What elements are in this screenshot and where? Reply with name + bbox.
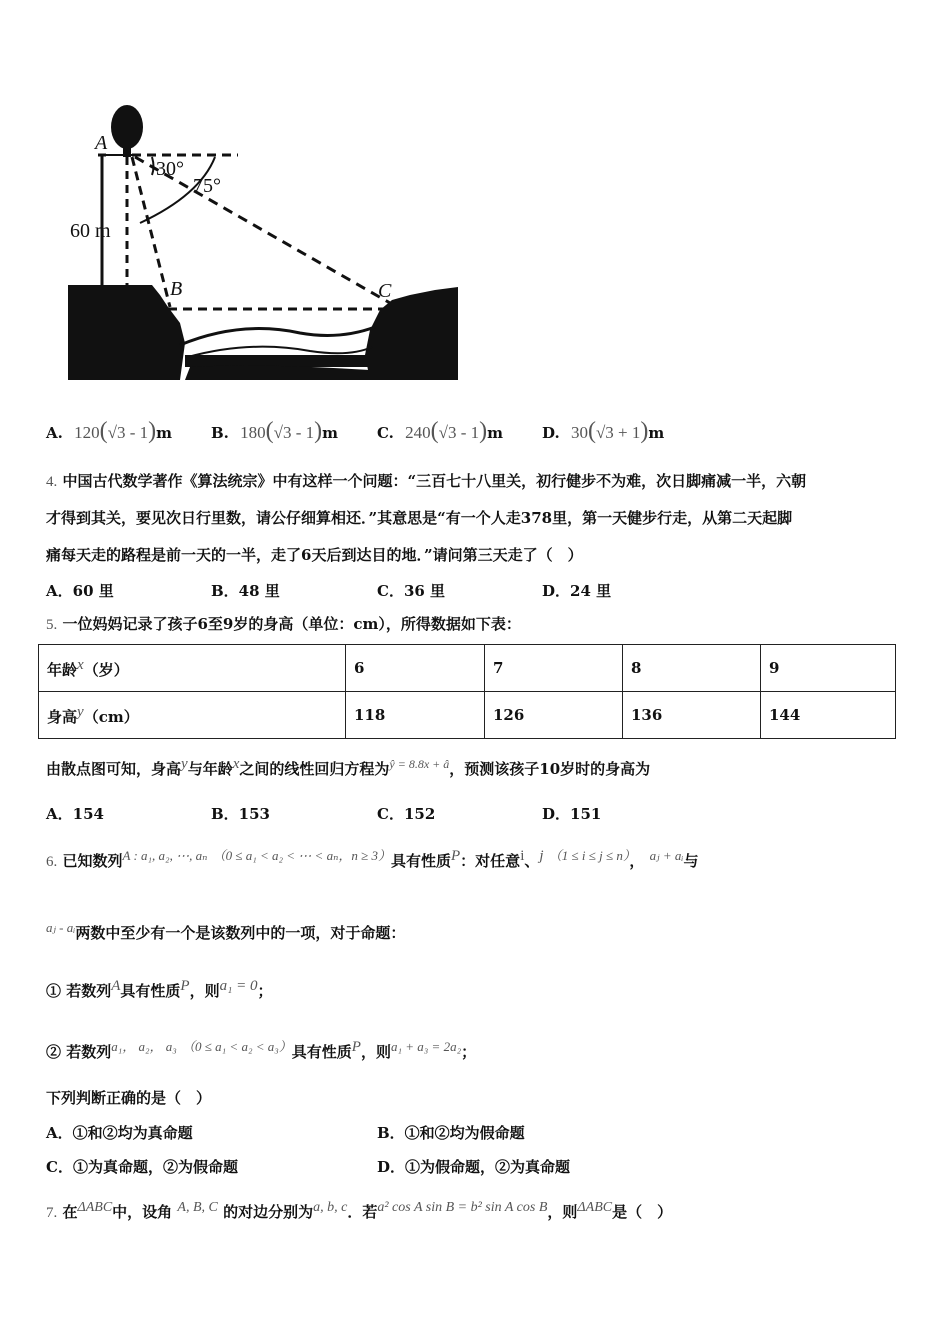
q6-stem-line1: 6. 已知数列$^{A : a_1, a_2, \cdots, a_n}$ $^{(0 \le a_1 < a_2 < \cdots < a_n,n \ge 3)}$具有性质$^P$：对任意$^i$、$^j$ $^{(1 \le i \le j \le n)}$， $^{aⱼ + aᵢ}$与 (46, 848, 699, 870)
question-7: 7. 在$^{\Delta ABC}$中，设角 $^{A, B, C}$ 的对边分别为$^{a, b, c}$．若$^{a^2 cos A sin B = b^2 sin A cos B}$，则$^{\Delta ABC}$是（ ） (46, 1200, 673, 1221)
q5-regression-text: 由散点图可知，身高$^y$与年龄$^x$之间的线性回归方程为$^{ŷ = 8.8x + â}$，预测该孩子10岁时的身高为 (46, 756, 651, 778)
q4-option-c[interactable]: C．36 里 (377, 582, 446, 600)
table-row-label: 年龄$^x$（岁） (39, 645, 346, 692)
angle-30-label: 30° (156, 158, 184, 180)
q6-option-d[interactable]: D．①为假命题，②为真命题 (377, 1158, 571, 1176)
q5-stem: 5. 一位妈妈记录了孩子6至9岁的身高（单位：cm），所得数据如下表： (46, 615, 521, 633)
q4-option-d[interactable]: D．24 里 (542, 582, 612, 600)
table-row (39, 692, 896, 739)
q6-option-a[interactable]: A．①和②均为真命题 (46, 1124, 193, 1142)
q6-option-c[interactable]: C．①为真命题，②为假命题 (46, 1158, 238, 1176)
label-a: A (95, 132, 108, 154)
q5-option-c[interactable]: C．152 (377, 805, 436, 823)
q4-line3: 痛每天走的路程是前一天的一半，走了6天后到达目的地．”请问第三天走了（ ） (46, 546, 583, 564)
table-cell: 8 (623, 645, 761, 692)
angle-75-label: 75° (193, 175, 221, 197)
tower-head (111, 105, 143, 149)
table-cell: 7 (485, 645, 623, 692)
table-row-label: 身高$^y$（cm） (39, 692, 346, 739)
q6-stem-line2: $^{aⱼ - aᵢ}$两数中至少有一个是该数列中的一项，对于命题： (46, 920, 406, 942)
label-b: B (170, 278, 183, 300)
label-c: C (378, 280, 392, 302)
left-cliff (68, 285, 185, 380)
table-row (39, 645, 896, 692)
q6-option-b[interactable]: B．①和②均为假命题 (377, 1124, 525, 1142)
q4-option-a[interactable]: A．60 里 (46, 582, 114, 600)
geometry-figure (40, 95, 480, 395)
q3-option-b[interactable]: B. 180(√3 - 1)m (211, 418, 339, 444)
q6-proposition-2: ② 若数列$^{a_1, a_2, a_3}$ $^{(0 \le a_1 < a_2 < a_3)}$具有性质$^P$，则$^{a_1 + a_3 = 2a_2}$； (46, 1039, 477, 1061)
height-table (38, 644, 896, 739)
table-cell: 9 (761, 645, 896, 692)
table-cell: 118 (346, 692, 485, 739)
q5-option-d[interactable]: D．151 (542, 805, 602, 823)
table-cell: 144 (761, 692, 896, 739)
q3-option-c[interactable]: C. 240(√3 - 1)m (377, 418, 504, 444)
q6-judge: 下列判断正确的是（ ） (46, 1089, 212, 1107)
q4-option-b[interactable]: B．48 里 (211, 582, 280, 600)
q5-option-b[interactable]: B．153 (211, 805, 270, 823)
q4-line2: 才得到其关，要见次日行里数，请公仔细算相还．”其意思是“有一个人走378里，第一天健步行走，从第二天起脚 (46, 509, 793, 527)
q3-option-d[interactable]: D. 30(√3 + 1)m (542, 418, 665, 444)
q3-option-a[interactable]: A. 120(√3 - 1)m (46, 418, 172, 444)
table-cell: 136 (623, 692, 761, 739)
table-cell: 6 (346, 645, 485, 692)
q6-proposition-1: ① 若数列$^A$具有性质$^P$，则$^{a_1 = 0}$； (46, 978, 273, 1000)
table-cell: 126 (485, 692, 623, 739)
height-label: 60 m (70, 220, 111, 242)
q5-option-a[interactable]: A．154 (46, 805, 104, 823)
q4-line1: 4. 中国古代数学著作《算法统宗》中有这样一个问题：“三百七十八里关，初行健步不为难，次日脚痛减一半，六朝 (46, 472, 807, 490)
